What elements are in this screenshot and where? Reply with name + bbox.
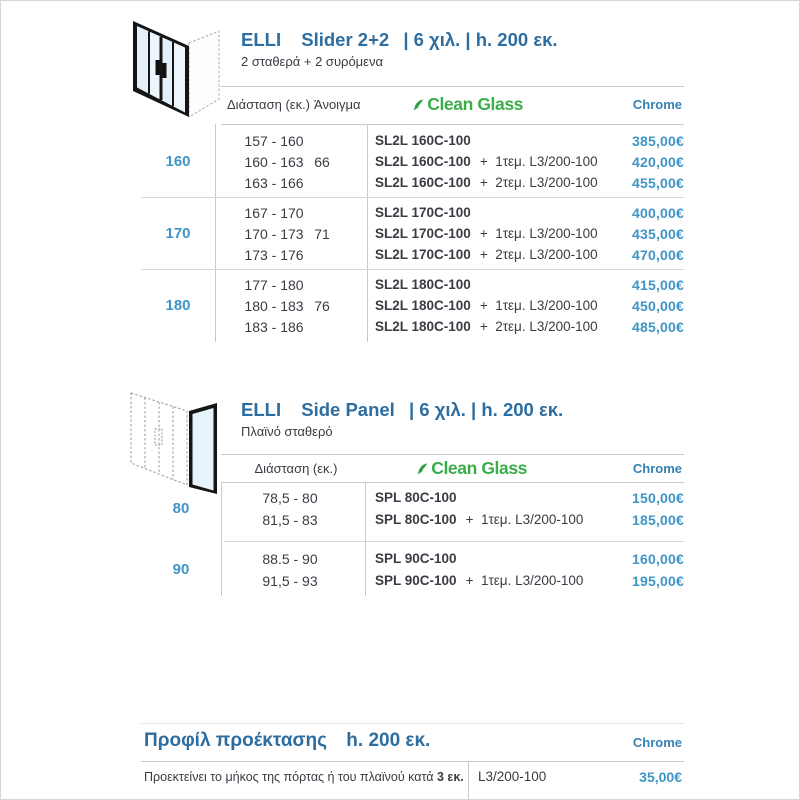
product-code: SL2L 170C-100 + 1τεμ. L3/200-100 xyxy=(375,226,598,241)
clean-glass-logo-text: Clean Glass xyxy=(427,93,523,114)
dimension-range: 160 - 163 xyxy=(244,154,304,170)
column-header-chrome: Chrome xyxy=(632,97,682,112)
clean-glass-logo-text: Clean Glass xyxy=(431,457,527,478)
group-divider xyxy=(141,269,684,270)
clean-glass-logo xyxy=(413,93,523,115)
extension-title-text: Προφίλ προέκτασης xyxy=(144,730,327,751)
price: 160,00€ xyxy=(631,551,684,567)
column-header-dimension: Διάσταση (εκ.) xyxy=(227,97,311,112)
product-code: SPL 90C-100 xyxy=(375,551,457,566)
price: 435,00€ xyxy=(631,226,684,242)
dimension-range: 157 - 160 xyxy=(244,133,304,149)
series-name: ELLI xyxy=(241,399,282,420)
table-row xyxy=(141,510,684,530)
product-code: SL2L 160C-100 xyxy=(375,133,471,148)
product-code: L3/200-100 xyxy=(478,769,547,784)
extension-title-height: h. 200 εκ. xyxy=(346,730,431,751)
opening-value: 71 xyxy=(314,226,330,242)
column-header-chrome: Chrome xyxy=(632,735,682,750)
group-divider xyxy=(224,541,684,542)
leaf-icon xyxy=(417,461,428,476)
slider-section-subtitle: 2 σταθερά + 2 συρόμενα xyxy=(241,54,383,69)
price: 185,00€ xyxy=(631,512,684,528)
model-specs: | 6 χιλ. | h. 200 εκ. xyxy=(408,399,564,420)
table-row xyxy=(141,152,684,172)
group-label: 90 xyxy=(172,561,190,578)
product-code: SPL 80C-100 xyxy=(375,490,457,505)
table-row xyxy=(141,488,684,508)
table-row xyxy=(141,549,684,569)
side-panel-section-title xyxy=(241,399,563,421)
opening-value: 66 xyxy=(314,154,330,170)
table-row xyxy=(141,296,684,316)
product-code: SL2L 160C-100 + 2τεμ. L3/200-100 xyxy=(375,175,598,190)
price: 470,00€ xyxy=(631,247,684,263)
group-label: 160 xyxy=(165,153,191,170)
dimension-range: 183 - 186 xyxy=(244,319,304,335)
product-code: SPL 90C-100 + 1τεμ. L3/200-100 xyxy=(375,573,584,588)
dimension-range: 167 - 170 xyxy=(244,205,304,221)
column-divider xyxy=(468,761,469,799)
series-name: ELLI xyxy=(241,29,282,50)
table-row xyxy=(141,131,684,151)
product-code: SL2L 180C-100 + 2τεμ. L3/200-100 xyxy=(375,319,598,334)
model-name: Side Panel xyxy=(301,399,395,420)
price: 400,00€ xyxy=(631,205,684,221)
product-code: SL2L 170C-100 + 2τεμ. L3/200-100 xyxy=(375,247,598,262)
side-panel-table-body xyxy=(141,482,684,596)
table-row xyxy=(141,245,684,265)
dimension-range: 180 - 183 xyxy=(244,298,304,314)
product-code: SL2L 160C-100 + 1τεμ. L3/200-100 xyxy=(375,154,598,169)
table-row xyxy=(141,275,684,295)
divider xyxy=(221,86,684,87)
table-row xyxy=(141,173,684,193)
price: 195,00€ xyxy=(631,573,684,589)
column-header-chrome: Chrome xyxy=(632,461,682,476)
price: 415,00€ xyxy=(631,277,684,293)
price: 485,00€ xyxy=(631,319,684,335)
column-header-dimension: Διάσταση (εκ.) xyxy=(254,461,338,476)
product-code: SL2L 170C-100 xyxy=(375,205,471,220)
dimension-range: 177 - 180 xyxy=(244,277,304,293)
product-code: SPL 80C-100 + 1τεμ. L3/200-100 xyxy=(375,512,584,527)
group-divider xyxy=(141,197,684,198)
model-specs: | 6 χιλ. | h. 200 εκ. xyxy=(403,29,558,50)
divider xyxy=(141,761,684,762)
opening-value: 76 xyxy=(314,298,330,314)
extension-section-title xyxy=(144,730,430,752)
dimension-range: 78,5 - 80 xyxy=(262,490,318,506)
product-code: SL2L 180C-100 xyxy=(375,277,471,292)
extension-description: Προεκτείνει το μήκος της πόρτας ή του πλαϊνού κατά 3 εκ. xyxy=(144,770,464,784)
divider xyxy=(221,454,684,455)
dimension-range: 173 - 176 xyxy=(244,247,304,263)
dimension-range: 81,5 - 83 xyxy=(262,512,318,528)
divider xyxy=(141,723,684,724)
group-label: 180 xyxy=(165,297,191,314)
price: 420,00€ xyxy=(631,154,684,170)
table-row xyxy=(141,224,684,244)
side-panel-section-subtitle: Πλαϊνό σταθερό xyxy=(241,424,333,439)
price: 450,00€ xyxy=(631,298,684,314)
price: 385,00€ xyxy=(631,133,684,149)
group-label: 170 xyxy=(165,225,191,242)
slider-table-body xyxy=(141,124,684,342)
table-row xyxy=(141,317,684,337)
price: 150,00€ xyxy=(631,490,684,506)
slider-section-title xyxy=(241,29,558,51)
clean-glass-logo xyxy=(417,457,527,479)
dimension-range: 170 - 173 xyxy=(244,226,304,242)
dimension-range: 88.5 - 90 xyxy=(262,551,318,567)
dimension-range: 163 - 166 xyxy=(244,175,304,191)
table-row xyxy=(141,571,684,591)
group-label: 80 xyxy=(172,500,190,517)
price: 455,00€ xyxy=(631,175,684,191)
price: 35,00€ xyxy=(639,769,682,785)
leaf-icon xyxy=(413,97,424,112)
model-name: Slider 2+2 xyxy=(301,29,390,50)
table-row xyxy=(141,203,684,223)
dimension-range: 91,5 - 93 xyxy=(262,573,318,589)
column-header-opening: Άνοιγμα xyxy=(314,97,361,112)
slider-2plus2-illustration xyxy=(129,13,225,127)
product-code: SL2L 180C-100 + 1τεμ. L3/200-100 xyxy=(375,298,598,313)
